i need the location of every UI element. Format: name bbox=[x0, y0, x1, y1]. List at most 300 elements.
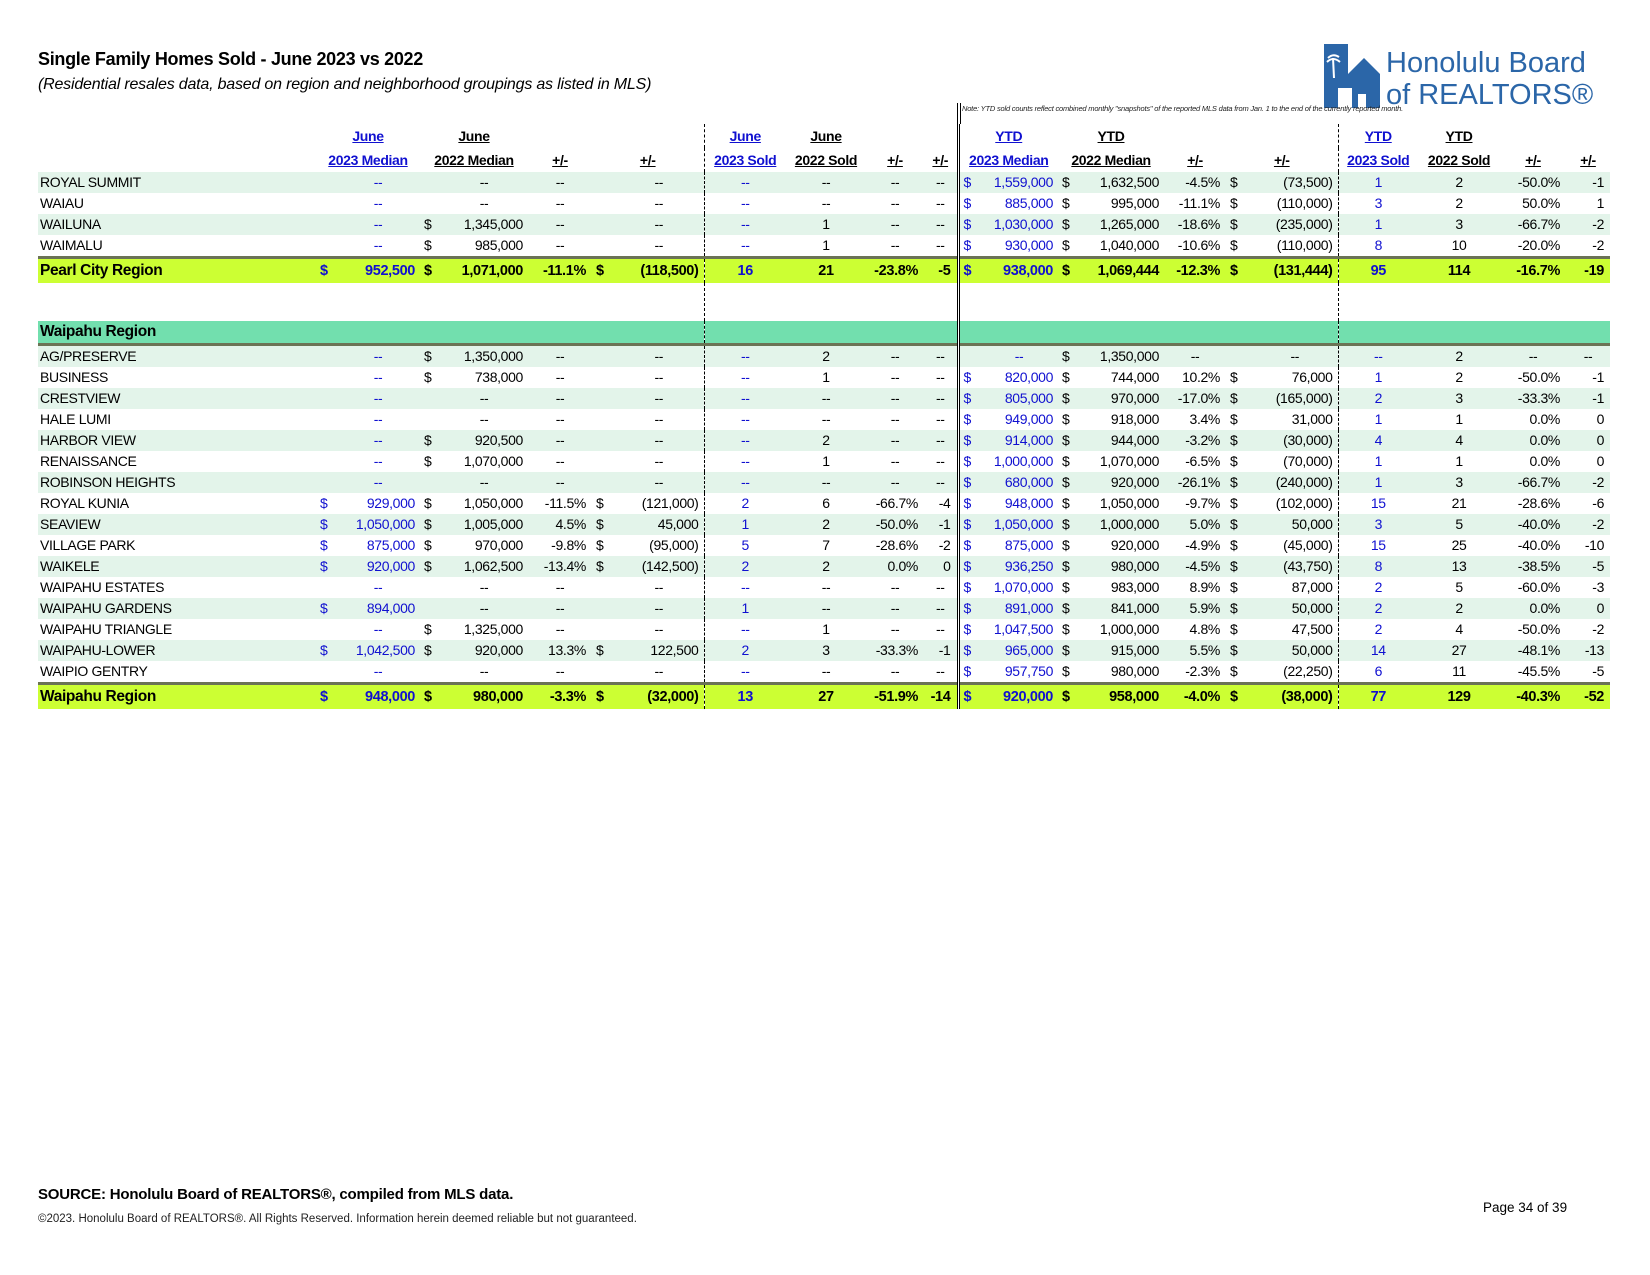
region-total-row bbox=[38, 684, 1610, 710]
cell-sold-change-pct: -51.9% bbox=[866, 684, 924, 710]
cell-neighborhood: AG/PRESERVE bbox=[38, 345, 316, 368]
header-june-2023-sold: June bbox=[729, 128, 761, 144]
cell-ytd22-sold: 27 bbox=[1418, 640, 1500, 661]
cell-ytd23-dollar: $ bbox=[958, 430, 980, 451]
cell-ytd-median-change-amt: (235,000) bbox=[1252, 214, 1338, 235]
cell-sold-change-cnt: -- bbox=[924, 598, 958, 619]
cell-ytd-sold-change-pct: -40.0% bbox=[1517, 537, 1561, 553]
cell-jun22-dollar bbox=[420, 472, 440, 493]
cell-sold-change-cnt: -1 bbox=[924, 640, 958, 661]
cell-ytd22-sold: 2 bbox=[1418, 172, 1500, 193]
cell-sold-change-pct: -33.3% bbox=[866, 640, 924, 661]
cell-jun23-median: 1,042,500 bbox=[336, 640, 420, 661]
cell-jun22-dollar: $ bbox=[424, 537, 432, 553]
cell-jun22-median: -- bbox=[479, 579, 489, 595]
cell-ytd22-sold: 114 bbox=[1418, 258, 1500, 284]
cell-jun23-dollar: $ bbox=[316, 598, 336, 619]
cell-ytd-sold-change-cnt: -13 bbox=[1566, 640, 1610, 661]
cell-neighborhood: BUSINESS bbox=[40, 369, 108, 385]
cell-jun22-sold: 3 bbox=[786, 640, 866, 661]
cell-sold-change-cnt: -- bbox=[924, 235, 958, 258]
page-number: Page 34 of 39 bbox=[1483, 1200, 1568, 1215]
cell-jun22-dollar: $ bbox=[424, 453, 432, 469]
cell-ytd22-median: 1,000,000 bbox=[1099, 621, 1160, 637]
cell-ytd22-sold: 1 bbox=[1455, 411, 1463, 427]
cell-jun23-sold: -- bbox=[704, 388, 786, 409]
cell-ytd22-sold: 2 bbox=[1418, 345, 1500, 368]
cell-ytd-median-change-pct: -9.7% bbox=[1185, 495, 1221, 511]
cell-jun23-dollar: $ bbox=[316, 514, 336, 535]
cell-jun22-dollar: $ bbox=[420, 684, 440, 710]
cell-jun22-sold: 7 bbox=[822, 537, 830, 553]
cell-ytd-diff-dollar: $ bbox=[1230, 621, 1238, 637]
cell-ytd23-dollar bbox=[958, 345, 980, 368]
cell-jun23-sold: -- bbox=[704, 472, 786, 493]
cell-jun23-median: -- bbox=[373, 453, 383, 469]
cell-median-change-amt: (142,500) bbox=[614, 556, 704, 577]
cell-ytd23-sold: 4 bbox=[1338, 430, 1418, 451]
cell-ytd-sold-change-pct: 0.0% bbox=[1529, 453, 1561, 469]
cell-median-change-pct: -3.3% bbox=[528, 684, 592, 710]
cell-sold-change-cnt: -- bbox=[924, 214, 958, 235]
cell-jun22-median: 1,350,000 bbox=[440, 345, 528, 368]
cell-jun22-sold: 1 bbox=[822, 369, 830, 385]
cell-jun23-sold: 1 bbox=[704, 514, 786, 535]
table-row bbox=[38, 556, 1610, 577]
table-row bbox=[38, 367, 1610, 388]
cell-ytd23-sold: 8 bbox=[1374, 237, 1382, 253]
cell-ytd22-sold: 3 bbox=[1418, 388, 1500, 409]
header-ytd-2022-sold-label: 2022 Sold bbox=[1427, 152, 1491, 168]
cell-diff-dollar bbox=[592, 472, 614, 493]
cell-neighborhood: Waipahu Region bbox=[38, 684, 316, 710]
cell-ytd-sold-change-pct: 0.0% bbox=[1529, 411, 1561, 427]
header-2022-median: 2022 Median bbox=[434, 152, 514, 168]
cell-jun22-dollar: $ bbox=[420, 258, 440, 284]
cell-median-change-pct: -- bbox=[528, 388, 592, 409]
cell-median-change-amt: 45,000 bbox=[614, 514, 704, 535]
cell-ytd23-sold: 3 bbox=[1374, 195, 1382, 211]
cell-ytd23-dollar: $ bbox=[963, 453, 971, 469]
cell-ytd23-dollar: $ bbox=[963, 537, 971, 553]
cell-jun23-dollar bbox=[316, 577, 336, 598]
cell-ytd23-dollar: $ bbox=[963, 621, 971, 637]
cell-jun22-sold: 1 bbox=[822, 237, 830, 253]
cell-jun22-median: 980,000 bbox=[440, 684, 528, 710]
cell-ytd22-dollar: $ bbox=[1062, 237, 1070, 253]
cell-ytd22-sold: 2 bbox=[1455, 195, 1463, 211]
cell-ytd23-dollar: $ bbox=[963, 663, 971, 679]
cell-median-change-pct: -- bbox=[555, 237, 565, 253]
cell-ytd-sold-change-pct: -40.3% bbox=[1500, 684, 1566, 710]
cell-ytd22-dollar: $ bbox=[1058, 388, 1076, 409]
cell-ytd23-dollar: $ bbox=[963, 237, 971, 253]
cell-diff-dollar bbox=[592, 598, 614, 619]
cell-jun22-sold: -- bbox=[821, 663, 831, 679]
cell-ytd-median-change-amt: (70,000) bbox=[1252, 451, 1338, 472]
cell-ytd23-median: 805,000 bbox=[980, 388, 1058, 409]
cell-jun23-dollar bbox=[316, 214, 336, 235]
cell-ytd22-median: 983,000 bbox=[1110, 579, 1160, 595]
cell-ytd-diff-dollar: $ bbox=[1230, 453, 1238, 469]
cell-median-change-pct: -11.5% bbox=[544, 495, 586, 511]
cell-ytd22-sold: 11 bbox=[1452, 663, 1466, 679]
cell-diff-dollar: $ bbox=[592, 684, 614, 710]
cell-ytd-median-change-pct: -4.9% bbox=[1185, 537, 1221, 553]
cell-ytd23-median: 1,030,000 bbox=[980, 214, 1058, 235]
cell-ytd22-sold: 3 bbox=[1418, 472, 1500, 493]
cell-neighborhood: WAIPAHU TRIANGLE bbox=[40, 621, 172, 637]
cell-neighborhood: CRESTVIEW bbox=[38, 388, 316, 409]
cell-sold-change-pct: -- bbox=[890, 579, 900, 595]
cell-ytd23-median: 875,000 bbox=[1004, 537, 1054, 553]
cell-jun23-dollar: $ bbox=[316, 684, 336, 710]
cell-ytd23-dollar: $ bbox=[958, 556, 980, 577]
cell-ytd23-sold: 1 bbox=[1374, 369, 1382, 385]
cell-sold-change-pct: -- bbox=[866, 172, 924, 193]
cell-jun22-median: 1,070,000 bbox=[463, 453, 523, 469]
cell-ytd23-sold: 2 bbox=[1338, 598, 1418, 619]
cell-ytd22-dollar: $ bbox=[1062, 453, 1070, 469]
cell-jun23-dollar: $ bbox=[316, 556, 336, 577]
cell-ytd-sold-change-cnt: -3 bbox=[1592, 579, 1605, 595]
cell-ytd22-sold: 4 bbox=[1418, 430, 1500, 451]
cell-diff-dollar bbox=[592, 367, 614, 388]
cell-ytd22-median: 841,000 bbox=[1076, 598, 1164, 619]
cell-jun22-sold: 2 bbox=[786, 514, 866, 535]
cell-sold-change-cnt: -4 bbox=[924, 493, 958, 514]
cell-median-change-amt: -- bbox=[614, 388, 704, 409]
cell-diff-dollar bbox=[592, 577, 614, 598]
cell-ytd-sold-change-cnt: -1 bbox=[1592, 369, 1605, 385]
cell-jun23-sold: -- bbox=[704, 430, 786, 451]
cell-ytd23-median: 948,000 bbox=[1004, 495, 1054, 511]
cell-median-change-amt: -- bbox=[614, 345, 704, 368]
table-row bbox=[38, 345, 1610, 368]
cell-ytd-sold-change-pct: -33.3% bbox=[1500, 388, 1566, 409]
cell-median-change-amt: -- bbox=[614, 367, 704, 388]
cell-neighborhood: ROBINSON HEIGHTS bbox=[38, 472, 316, 493]
cell-ytd-sold-change-cnt: -6 bbox=[1592, 495, 1605, 511]
cell-ytd-median-change-pct: 8.9% bbox=[1189, 579, 1221, 595]
cell-ytd23-median: 965,000 bbox=[980, 640, 1058, 661]
cell-ytd-sold-change-pct: -45.5% bbox=[1517, 663, 1561, 679]
table-row bbox=[38, 661, 1610, 684]
region-title: Waipahu Region bbox=[38, 321, 316, 345]
honolulu-board-logo bbox=[1324, 44, 1614, 108]
cell-ytd-sold-change-pct: -40.0% bbox=[1500, 514, 1566, 535]
cell-ytd23-median: 1,559,000 bbox=[980, 172, 1058, 193]
cell-median-change-pct: -- bbox=[555, 663, 565, 679]
cell-jun22-dollar: $ bbox=[420, 214, 440, 235]
cell-jun23-dollar bbox=[316, 193, 336, 214]
cell-jun22-median: 1,325,000 bbox=[463, 621, 523, 637]
cell-neighborhood: ROYAL SUMMIT bbox=[38, 172, 316, 193]
cell-sold-change-pct: -50.0% bbox=[866, 514, 924, 535]
cell-jun23-dollar: $ bbox=[320, 537, 328, 553]
table-row bbox=[38, 172, 1610, 193]
cell-ytd23-median: 820,000 bbox=[1004, 369, 1054, 385]
cell-ytd23-median: 1,000,000 bbox=[993, 453, 1054, 469]
cell-jun23-dollar bbox=[316, 430, 336, 451]
cell-ytd-diff-dollar: $ bbox=[1226, 258, 1252, 284]
cell-ytd-median-change-pct: 3.4% bbox=[1189, 411, 1221, 427]
cell-ytd22-sold: 5 bbox=[1455, 579, 1463, 595]
cell-sold-change-cnt: -- bbox=[924, 193, 958, 214]
cell-ytd-diff-dollar: $ bbox=[1230, 537, 1238, 553]
cell-sold-change-pct: 0.0% bbox=[866, 556, 924, 577]
cell-jun23-dollar: $ bbox=[320, 495, 328, 511]
header-ytd-sold-change-cnt: +/- bbox=[1580, 152, 1596, 168]
cell-jun22-sold: 2 bbox=[786, 556, 866, 577]
cell-jun22-sold: -- bbox=[821, 195, 831, 211]
header-ytd-sold-change-pct: +/- bbox=[1525, 152, 1541, 168]
cell-ytd-sold-change-pct: -60.0% bbox=[1517, 579, 1561, 595]
cell-median-change-amt: -- bbox=[614, 661, 704, 684]
cell-median-change-pct: -- bbox=[528, 598, 592, 619]
cell-ytd23-dollar: $ bbox=[958, 514, 980, 535]
cell-ytd-median-change-pct: -- bbox=[1164, 345, 1226, 368]
region-header-row bbox=[38, 321, 1610, 345]
cell-ytd-median-change-pct: -4.5% bbox=[1164, 556, 1226, 577]
cell-jun23-median: 952,500 bbox=[336, 258, 420, 284]
cell-jun22-sold: 27 bbox=[786, 684, 866, 710]
cell-median-change-amt: -- bbox=[614, 577, 704, 598]
cell-ytd23-sold: 2 bbox=[1374, 621, 1382, 637]
cell-jun23-dollar bbox=[316, 409, 336, 430]
cell-ytd-median-change-amt: 76,000 bbox=[1252, 367, 1338, 388]
cell-ytd23-sold: 14 bbox=[1338, 640, 1418, 661]
cell-jun22-sold: -- bbox=[786, 388, 866, 409]
header-row-period bbox=[38, 124, 1610, 148]
cell-ytd22-median: 918,000 bbox=[1110, 411, 1160, 427]
cell-ytd-diff-dollar: $ bbox=[1226, 472, 1252, 493]
cell-jun23-dollar bbox=[316, 472, 336, 493]
cell-jun22-dollar bbox=[420, 172, 440, 193]
cell-ytd-median-change-pct: 5.5% bbox=[1164, 640, 1226, 661]
cell-jun22-median: -- bbox=[440, 388, 528, 409]
cell-jun22-dollar bbox=[420, 409, 440, 430]
cell-ytd-median-change-amt: (165,000) bbox=[1252, 388, 1338, 409]
cell-ytd23-sold: 15 bbox=[1370, 537, 1386, 553]
cell-sold-change-pct: -- bbox=[866, 345, 924, 368]
cell-jun23-median: -- bbox=[336, 472, 420, 493]
cell-ytd-median-change-pct: -6.5% bbox=[1185, 453, 1221, 469]
cell-ytd22-median: 915,000 bbox=[1076, 640, 1164, 661]
cell-jun23-median: -- bbox=[336, 388, 420, 409]
cell-ytd-sold-change-pct: -16.7% bbox=[1500, 258, 1566, 284]
cell-sold-change-cnt: -- bbox=[924, 451, 958, 472]
logo-line1: Honolulu Board bbox=[1386, 47, 1586, 79]
cell-ytd-median-change-amt: (45,000) bbox=[1252, 535, 1338, 556]
cell-sold-change-cnt: -- bbox=[924, 388, 958, 409]
cell-jun23-median: 929,000 bbox=[366, 495, 415, 511]
cell-ytd-median-change-pct: -4.0% bbox=[1164, 684, 1226, 710]
cell-ytd-median-change-pct: -3.2% bbox=[1164, 430, 1226, 451]
cell-ytd-sold-change-cnt: -5 bbox=[1592, 663, 1605, 679]
cell-ytd22-dollar: $ bbox=[1058, 214, 1076, 235]
cell-ytd23-median: 680,000 bbox=[980, 472, 1058, 493]
cell-sold-change-cnt: -5 bbox=[924, 258, 958, 284]
cell-diff-dollar bbox=[592, 430, 614, 451]
cell-ytd22-dollar: $ bbox=[1058, 258, 1076, 284]
cell-median-change-amt: -- bbox=[614, 214, 704, 235]
cell-median-change-amt: -- bbox=[614, 619, 704, 640]
table-row bbox=[38, 409, 1610, 430]
cell-ytd-diff-dollar: $ bbox=[1230, 495, 1238, 511]
cell-ytd-median-change-pct: -11.1% bbox=[1178, 195, 1221, 211]
cell-ytd-sold-change-cnt: 0 bbox=[1596, 411, 1605, 427]
cell-diff-dollar bbox=[592, 345, 614, 368]
cell-ytd23-dollar: $ bbox=[958, 684, 980, 710]
cell-ytd23-sold: 2 bbox=[1338, 388, 1418, 409]
table-row bbox=[38, 193, 1610, 214]
header-2023-sold: 2023 Sold bbox=[714, 152, 777, 168]
cell-diff-dollar bbox=[592, 172, 614, 193]
copyright: ©2023. Honolulu Board of REALTORS®. All Rights Reserved. Information herein deemed reliable but not guaranteed. bbox=[38, 1213, 637, 1225]
header-ytd-2023-median-label: 2023 Median bbox=[969, 152, 1049, 168]
cell-ytd23-sold: 6 bbox=[1374, 663, 1382, 679]
cell-ytd22-dollar: $ bbox=[1062, 195, 1070, 211]
cell-ytd-median-change-amt: 50,000 bbox=[1252, 514, 1338, 535]
cell-ytd-sold-change-cnt: 1 bbox=[1596, 195, 1605, 211]
cell-ytd-sold-change-cnt: -2 bbox=[1592, 621, 1605, 637]
cell-neighborhood: WAIPIO GENTRY bbox=[40, 663, 148, 679]
header-june-2022-median: June bbox=[458, 128, 490, 144]
cell-jun23-median: -- bbox=[373, 411, 383, 427]
cell-ytd-sold-change-cnt: -2 bbox=[1566, 472, 1610, 493]
cell-jun23-median: -- bbox=[373, 369, 383, 385]
cell-sold-change-pct: -- bbox=[866, 430, 924, 451]
cell-ytd23-dollar: $ bbox=[958, 472, 980, 493]
cell-neighborhood: WAIPAHU-LOWER bbox=[38, 640, 316, 661]
cell-median-change-pct: -- bbox=[555, 621, 565, 637]
cell-jun23-median: 948,000 bbox=[336, 684, 420, 710]
cell-jun23-median: 920,000 bbox=[336, 556, 420, 577]
cell-ytd-median-change-amt: 31,000 bbox=[1252, 409, 1338, 430]
cell-median-change-pct: -9.8% bbox=[551, 537, 586, 553]
cell-ytd-sold-change-pct: -66.7% bbox=[1500, 472, 1566, 493]
cell-ytd-median-change-amt: -- bbox=[1252, 345, 1338, 368]
header-sold-change-cnt: +/- bbox=[924, 148, 958, 172]
cell-ytd-diff-dollar: $ bbox=[1226, 640, 1252, 661]
cell-ytd-diff-dollar: $ bbox=[1226, 172, 1252, 193]
cell-ytd-sold-change-cnt: -52 bbox=[1566, 684, 1610, 710]
cell-diff-dollar: $ bbox=[592, 640, 614, 661]
cell-jun23-dollar bbox=[316, 661, 336, 684]
cell-jun23-sold: -- bbox=[740, 621, 750, 637]
cell-jun22-median: 1,345,000 bbox=[440, 214, 528, 235]
cell-ytd-sold-change-pct: 0.0% bbox=[1500, 430, 1566, 451]
cell-median-change-pct: -- bbox=[555, 579, 565, 595]
cell-ytd23-median: 938,000 bbox=[980, 258, 1058, 284]
cell-jun23-median: -- bbox=[373, 195, 383, 211]
cell-sold-change-cnt: -- bbox=[924, 172, 958, 193]
cell-sold-change-cnt: -2 bbox=[924, 535, 958, 556]
cell-jun22-dollar: $ bbox=[424, 621, 432, 637]
cell-ytd-median-change-pct: -4.5% bbox=[1164, 172, 1226, 193]
cell-median-change-pct: -- bbox=[528, 214, 592, 235]
cell-ytd22-dollar: $ bbox=[1062, 579, 1070, 595]
cell-jun23-dollar bbox=[316, 367, 336, 388]
cell-jun23-sold: -- bbox=[740, 195, 750, 211]
cell-jun22-dollar bbox=[420, 577, 440, 598]
cell-ytd22-sold: 25 bbox=[1451, 537, 1467, 553]
cell-ytd22-dollar: $ bbox=[1062, 621, 1070, 637]
cell-jun22-sold: -- bbox=[821, 579, 831, 595]
cell-sold-change-pct: -- bbox=[890, 663, 900, 679]
cell-jun22-median: 1,062,500 bbox=[440, 556, 528, 577]
cell-ytd-median-change-pct: 10.2% bbox=[1182, 369, 1221, 385]
cell-ytd-sold-change-cnt: -- bbox=[1566, 345, 1610, 368]
cell-jun22-dollar bbox=[420, 598, 440, 619]
cell-diff-dollar: $ bbox=[596, 495, 604, 511]
cell-jun23-sold: -- bbox=[704, 345, 786, 368]
cell-ytd23-median: 920,000 bbox=[980, 684, 1058, 710]
table-row bbox=[38, 598, 1610, 619]
cell-jun23-dollar bbox=[316, 619, 336, 640]
cell-jun22-sold: -- bbox=[786, 598, 866, 619]
cell-ytd-median-change-pct: -2.3% bbox=[1185, 663, 1221, 679]
cell-median-change-pct: -- bbox=[528, 172, 592, 193]
table-row bbox=[38, 235, 1610, 258]
cell-jun22-dollar: $ bbox=[420, 345, 440, 368]
cell-ytd-sold-change-cnt: -19 bbox=[1566, 258, 1610, 284]
cell-sold-change-pct: -- bbox=[890, 453, 900, 469]
page-subtitle: (Residential resales data, based on region and neighborhood groupings as listed in MLS) bbox=[38, 76, 652, 93]
cell-ytd22-dollar: $ bbox=[1062, 537, 1070, 553]
cell-ytd-sold-change-pct: 0.0% bbox=[1500, 598, 1566, 619]
cell-sold-change-cnt: -- bbox=[924, 430, 958, 451]
cell-jun22-dollar bbox=[420, 661, 440, 684]
cell-ytd22-dollar: $ bbox=[1058, 514, 1076, 535]
cell-jun23-sold: 1 bbox=[704, 598, 786, 619]
cell-ytd-sold-change-cnt: -5 bbox=[1566, 556, 1610, 577]
cell-jun23-sold: -- bbox=[740, 237, 750, 253]
cell-ytd-sold-change-cnt: -2 bbox=[1566, 514, 1610, 535]
cell-jun23-median: -- bbox=[336, 430, 420, 451]
cell-jun23-dollar bbox=[316, 235, 336, 258]
cell-ytd23-median: 936,250 bbox=[980, 556, 1058, 577]
cell-ytd23-dollar: $ bbox=[958, 172, 980, 193]
cell-ytd22-median: 958,000 bbox=[1076, 684, 1164, 710]
cell-sold-change-cnt: -- bbox=[924, 577, 958, 598]
cell-jun22-sold: -- bbox=[786, 172, 866, 193]
header-ytd-2022-median: YTD bbox=[1097, 128, 1125, 144]
cell-diff-dollar bbox=[592, 388, 614, 409]
cell-neighborhood: WAIPAHU GARDENS bbox=[38, 598, 316, 619]
page-title: Single Family Homes Sold - June 2023 vs 2022 bbox=[38, 49, 423, 69]
cell-jun23-sold: 2 bbox=[704, 640, 786, 661]
cell-jun23-median: -- bbox=[336, 172, 420, 193]
cell-jun23-sold: -- bbox=[740, 453, 750, 469]
cell-ytd-median-change-amt: (38,000) bbox=[1252, 684, 1338, 710]
table-row bbox=[38, 619, 1610, 640]
cell-ytd22-sold: 129 bbox=[1418, 684, 1500, 710]
cell-jun22-median: 1,050,000 bbox=[463, 495, 523, 511]
cell-jun23-median: -- bbox=[336, 214, 420, 235]
header-row-columns bbox=[38, 148, 1610, 172]
cell-jun22-median: -- bbox=[440, 598, 528, 619]
cell-ytd-sold-change-pct: -28.6% bbox=[1517, 495, 1561, 511]
cell-ytd-diff-dollar: $ bbox=[1230, 663, 1238, 679]
cell-ytd23-median: 949,000 bbox=[1004, 411, 1054, 427]
header-2023-median: 2023 Median bbox=[328, 152, 408, 168]
cell-jun22-sold: 1 bbox=[822, 621, 830, 637]
cell-jun22-sold: -- bbox=[821, 411, 831, 427]
cell-ytd-median-change-amt: (110,000) bbox=[1252, 235, 1338, 258]
cell-neighborhood: VILLAGE PARK bbox=[40, 537, 136, 553]
